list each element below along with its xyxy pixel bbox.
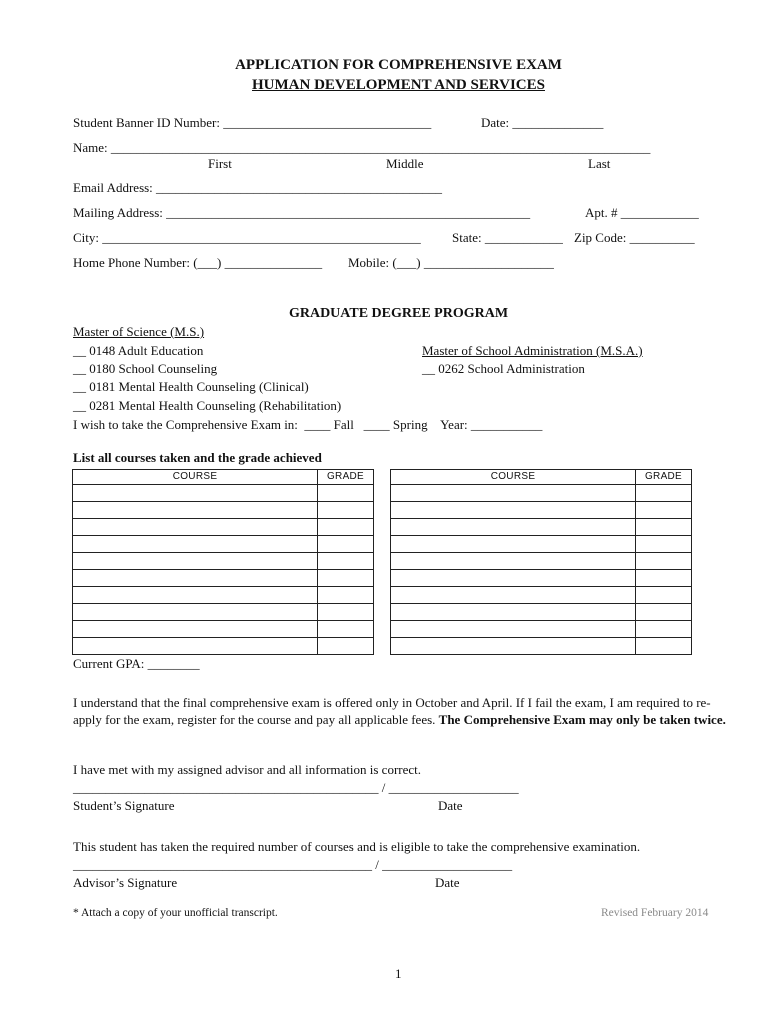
zip-field[interactable]: Zip Code: __________ [574,230,695,245]
grade-cell[interactable] [636,587,692,604]
table-row [73,519,374,536]
table-row [391,536,692,553]
home-phone-field[interactable]: Home Phone Number: (___) _______________ [73,255,323,270]
table-row [391,621,692,638]
grade-cell[interactable] [318,502,374,519]
table-row [73,638,374,655]
table-row [73,553,374,570]
advisor-signature-line[interactable]: ______________________________________________ / ____________________ [73,857,513,872]
course-cell[interactable] [73,502,318,519]
table-row [391,587,692,604]
ms-option-school-counseling[interactable]: __ 0180 School Counseling [73,361,218,376]
page-subtitle: HUMAN DEVELOPMENT AND SERVICES [252,77,545,93]
name-first-label: First [208,156,232,171]
advisor-signature-label: Advisor’s Signature [73,875,178,890]
grade-cell[interactable] [318,570,374,587]
table-row [391,553,692,570]
student-date-label: Date [438,798,463,813]
apt-field[interactable]: Apt. # ____________ [585,205,699,220]
course-cell[interactable] [73,638,318,655]
table-row [391,502,692,519]
banner-id-field[interactable]: Student Banner ID Number: ________________________________ [73,115,432,130]
table-row [73,587,374,604]
page-title: APPLICATION FOR COMPREHENSIVE EXAM [235,57,562,73]
grade-cell[interactable] [636,536,692,553]
grade-cell[interactable] [318,604,374,621]
courses-heading: List all courses taken and the grade achieved [73,450,322,465]
student-signature-line[interactable]: _______________________________________________ / ____________________ [73,780,519,795]
advisor-met-statement: I have met with my assigned advisor and all information is correct. [73,762,422,777]
grade-cell[interactable] [636,553,692,570]
course-column-header: COURSE [391,470,636,485]
msa-label: Master of School Administration (M.S.A.) [422,343,643,358]
exam-term-field[interactable]: I wish to take the Comprehensive Exam in: ____ Fall ____ Spring Year: ___________ [73,417,543,432]
gpa-field[interactable]: Current GPA: ________ [73,656,200,671]
grade-cell[interactable] [318,519,374,536]
transcript-note: * Attach a copy of your unofficial transcript. [73,907,278,919]
table-row [73,604,374,621]
eligible-statement: This student has taken the required number of courses and is eligible to take the comprehensive examination. [73,839,641,854]
course-cell[interactable] [391,502,636,519]
state-field[interactable]: State: ____________ [452,230,563,245]
grade-cell[interactable] [318,638,374,655]
table-row [391,485,692,502]
course-cell[interactable] [391,519,636,536]
email-field[interactable]: Email Address: ____________________________________________ [73,180,443,195]
course-cell[interactable] [73,553,318,570]
ms-option-adult-ed[interactable]: __ 0148 Adult Education [73,343,204,358]
course-cell[interactable] [73,570,318,587]
grade-cell[interactable] [318,621,374,638]
grade-column-header: GRADE [636,470,692,485]
grade-cell[interactable] [636,485,692,502]
name-middle-label: Middle [386,156,424,171]
grade-cell[interactable] [636,621,692,638]
grade-cell[interactable] [636,638,692,655]
table-row [391,570,692,587]
city-field[interactable]: City: _________________________________________________ [73,230,421,245]
table-row [391,519,692,536]
name-field[interactable]: Name: ___________________________________________________________________________________ [73,140,651,155]
msa-option-school-admin[interactable]: __ 0262 School Administration [422,361,585,376]
understand-text: I understand that the final comprehensive exam is offered only in October and April. If I fail the exam, I am required to re-apply for the exam, register for the course and pay all applicable fees. [73,695,711,727]
grade-cell[interactable] [636,502,692,519]
course-cell[interactable] [73,604,318,621]
advisor-date-label: Date [435,875,460,890]
grade-cell[interactable] [318,553,374,570]
course-column-header: COURSE [73,470,318,485]
revised-date: Revised February 2014 [601,907,709,919]
name-last-label: Last [588,156,611,171]
course-cell[interactable] [391,604,636,621]
page-number: 1 [395,966,402,981]
course-cell[interactable] [73,536,318,553]
table-row [73,621,374,638]
courses-table-right [390,469,692,655]
ms-option-mhc-clinical[interactable]: __ 0181 Mental Health Counseling (Clinical) [73,379,309,394]
course-cell[interactable] [73,485,318,502]
mobile-field[interactable]: Mobile: (___) ____________________ [348,255,554,270]
date-field[interactable]: Date: ______________ [481,115,604,130]
course-cell[interactable] [391,621,636,638]
table-row [73,502,374,519]
ms-label: Master of Science (M.S.) [73,324,205,339]
table-row [73,570,374,587]
program-heading: GRADUATE DEGREE PROGRAM [288,306,509,321]
table-row [73,485,374,502]
table-row [391,638,692,655]
grade-column-header: GRADE [318,470,374,485]
courses-table-left [72,469,374,655]
table-row [391,604,692,621]
course-cell[interactable] [391,553,636,570]
understand-bold-text: The Comprehensive Exam may only be taken twice. [438,711,726,727]
grade-cell[interactable] [318,536,374,553]
course-cell[interactable] [73,519,318,536]
course-cell[interactable] [391,587,636,604]
course-cell[interactable] [73,587,318,604]
grade-cell[interactable] [636,604,692,621]
course-cell[interactable] [391,570,636,587]
course-cell[interactable] [391,485,636,502]
ms-option-mhc-rehab[interactable]: __ 0281 Mental Health Counseling (Rehabilitation) [73,398,342,413]
grade-cell[interactable] [636,519,692,536]
grade-cell[interactable] [318,587,374,604]
grade-cell[interactable] [318,485,374,502]
mailing-address-field[interactable]: Mailing Address: ________________________________________________________ [73,205,531,220]
student-signature-label: Student’s Signature [73,798,175,813]
grade-cell[interactable] [636,570,692,587]
course-cell[interactable] [73,621,318,638]
course-cell[interactable] [391,536,636,553]
understand-statement [73,695,733,728]
table-row [73,536,374,553]
course-cell[interactable] [391,638,636,655]
